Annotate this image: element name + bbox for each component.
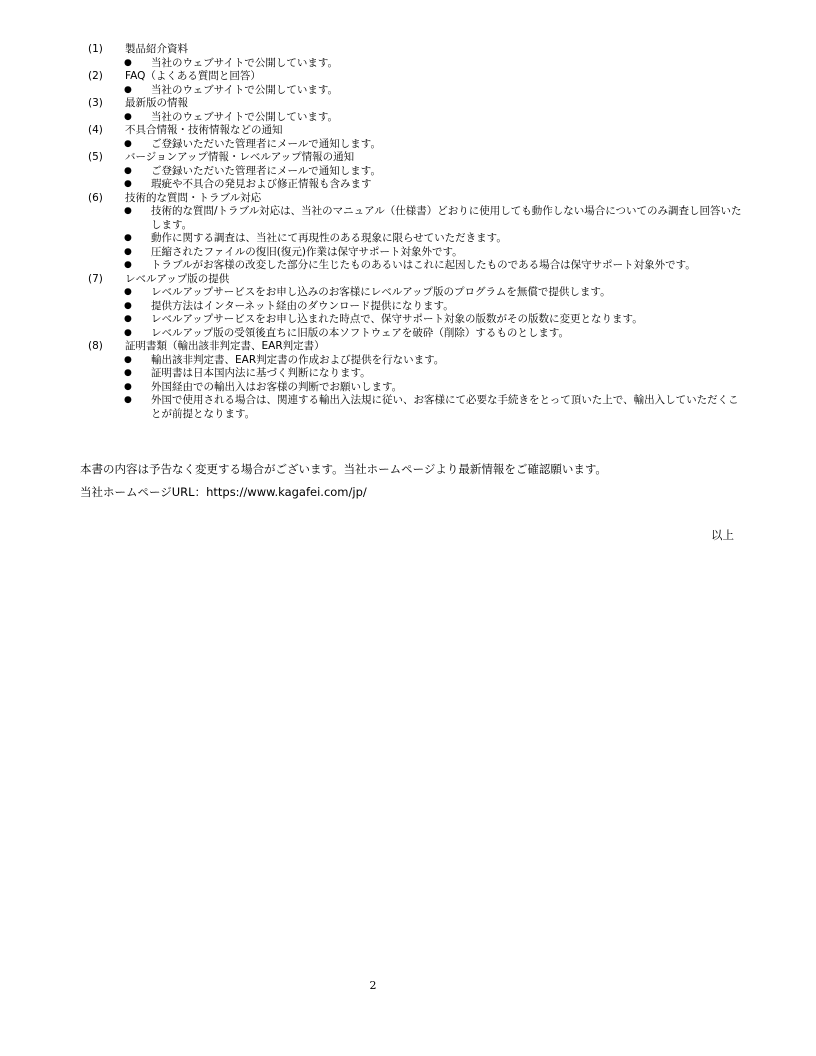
bullet-dot-icon: ● — [124, 233, 132, 243]
list-item — [88, 57, 748, 71]
bullet-dot-icon: ● — [124, 287, 132, 297]
list-item-text: ご登録いただいた管理者にメールで通知します。 — [151, 137, 381, 150]
section-number: (6) — [88, 191, 103, 204]
list-item-text: 証明書は日本国内法に基づく判断になります。 — [151, 367, 371, 379]
list-item — [88, 205, 748, 232]
list-item-text: ご登録いただいた管理者にメールで通知します。 — [151, 164, 381, 177]
section-number: (3) — [88, 97, 103, 109]
list-item-text: トラブルがお客様の改変した部分に生じたものあるいはこれに起因したものである場合は保守サポート対象外です。 — [151, 259, 696, 271]
section-number: (5) — [88, 151, 103, 163]
section-title: 証明書類（輸出該非判定書、EAR判定書） — [125, 340, 325, 352]
list-item-text: 提供方法はインターネット経由のダウンロード提供になります。 — [151, 299, 454, 312]
list-item — [88, 300, 748, 314]
section-number: (2) — [88, 70, 103, 82]
section-heading — [88, 192, 748, 206]
service-list — [88, 43, 748, 421]
list-item-text: 瑕疵や不具合の発見および修正情報も含みます — [151, 178, 372, 190]
section-number: (1) — [88, 43, 103, 55]
list-item — [88, 165, 748, 179]
bullet-dot-icon: ● — [124, 206, 132, 216]
list-item-text: レベルアップサービスをお申し込みのお客様にレベルアップ版のプログラムを無償で提供します。 — [151, 286, 611, 298]
list-item-text: 当社のウェブサイトで公開しています。 — [151, 83, 339, 96]
list-item — [88, 354, 748, 368]
section-heading — [88, 43, 748, 57]
bullet-dot-icon: ● — [124, 246, 132, 257]
list-item — [88, 381, 748, 395]
list-item-text: レベルアップ版の受領後直ちに旧版の本ソフトウェアを破砕（削除）するものとします。 — [151, 326, 570, 339]
bullet-dot-icon: ● — [124, 260, 132, 270]
section-number: (4) — [88, 124, 103, 136]
closing-mark: 以上 — [711, 528, 734, 542]
bullet-dot-icon: ● — [124, 314, 132, 324]
list-item — [88, 246, 748, 260]
section-title: レベルアップ版の提供 — [125, 272, 230, 285]
section-title: 不具合情報・技術情報などの通知 — [125, 124, 283, 136]
bullet-dot-icon: ● — [124, 300, 132, 311]
section-heading — [88, 70, 748, 84]
list-item-text: 動作に関する調査は、当社にて再現性のある現象に限らせていただきます。 — [151, 232, 507, 244]
bullet-dot-icon: ● — [124, 111, 132, 122]
list-item — [88, 84, 748, 98]
page-number: 2 — [369, 979, 377, 992]
section-heading — [88, 97, 748, 111]
bullet-dot-icon: ● — [124, 381, 132, 392]
list-section — [88, 124, 748, 151]
list-item — [88, 367, 748, 381]
section-title: 最新版の情報 — [125, 97, 188, 109]
change-notice: 本書の内容は予告なく変更する場合がございます。当社ホームページより最新情報をご確認願います。 — [80, 462, 607, 476]
list-item — [88, 178, 748, 192]
bullet-dot-icon: ● — [124, 84, 132, 95]
section-heading — [88, 273, 748, 287]
list-item-text: 外国で使用される場合は、関連する輸出入法規に従い、お客様にて必要な手続きをとって頂いた上で、輸出入していただくことが前提となります。 — [151, 394, 739, 420]
list-item — [88, 111, 748, 125]
bullet-dot-icon: ● — [124, 395, 132, 405]
bullet-dot-icon: ● — [124, 138, 132, 149]
bullet-dot-icon: ● — [124, 368, 132, 378]
list-section — [88, 192, 748, 273]
bullet-dot-icon: ● — [124, 57, 132, 68]
list-section — [88, 70, 748, 97]
list-item — [88, 313, 748, 327]
list-section — [88, 151, 748, 192]
section-title: バージョンアップ情報・レベルアップ情報の通知 — [125, 151, 355, 163]
section-number: (7) — [88, 272, 103, 285]
list-item-text: 当社のウェブサイトで公開しています。 — [151, 56, 339, 69]
section-heading — [88, 340, 748, 354]
section-heading — [88, 124, 748, 138]
list-item-text: レベルアップサービスをお申し込まれた時点で、保守サポート対象の版数がその版数に変更となります。 — [151, 313, 643, 325]
bullet-dot-icon: ● — [124, 354, 132, 365]
section-title: 製品紹介資料 — [125, 43, 188, 55]
list-item — [88, 259, 748, 273]
list-item — [88, 394, 748, 421]
homepage-url: 当社ホームページURL：https://www.kagafei.com/jp/ — [80, 485, 367, 499]
list-item-text: 外国経由での輸出入はお客様の判断でお願いします。 — [151, 380, 403, 393]
list-item-text: 輸出該非判定書、EAR判定書の作成および提供を行ないます。 — [151, 353, 445, 366]
list-item-text: 技術的な質問/トラブル対応は、当社のマニュアル（仕様書）どおりに使用しても動作しない場合についてのみ調査し回答いたします。 — [151, 205, 742, 231]
list-section — [88, 273, 748, 341]
section-heading — [88, 151, 748, 165]
section-number: (8) — [88, 340, 103, 352]
list-item — [88, 286, 748, 300]
list-item — [88, 138, 748, 152]
list-section — [88, 97, 748, 124]
bullet-dot-icon: ● — [124, 179, 132, 189]
list-section — [88, 43, 748, 70]
list-item — [88, 232, 748, 246]
bullet-dot-icon: ● — [124, 165, 132, 176]
list-item-text: 圧縮されたファイルの復旧(復元)作業は保守サポート対象外です。 — [151, 245, 463, 258]
list-item — [88, 327, 748, 341]
bullet-dot-icon: ● — [124, 327, 132, 338]
section-title: 技術的な質問・トラブル対応 — [125, 191, 262, 204]
list-item-text: 当社のウェブサイトで公開しています。 — [151, 110, 339, 123]
list-section — [88, 340, 748, 421]
section-title: FAQ（よくある質問と回答） — [125, 70, 261, 82]
